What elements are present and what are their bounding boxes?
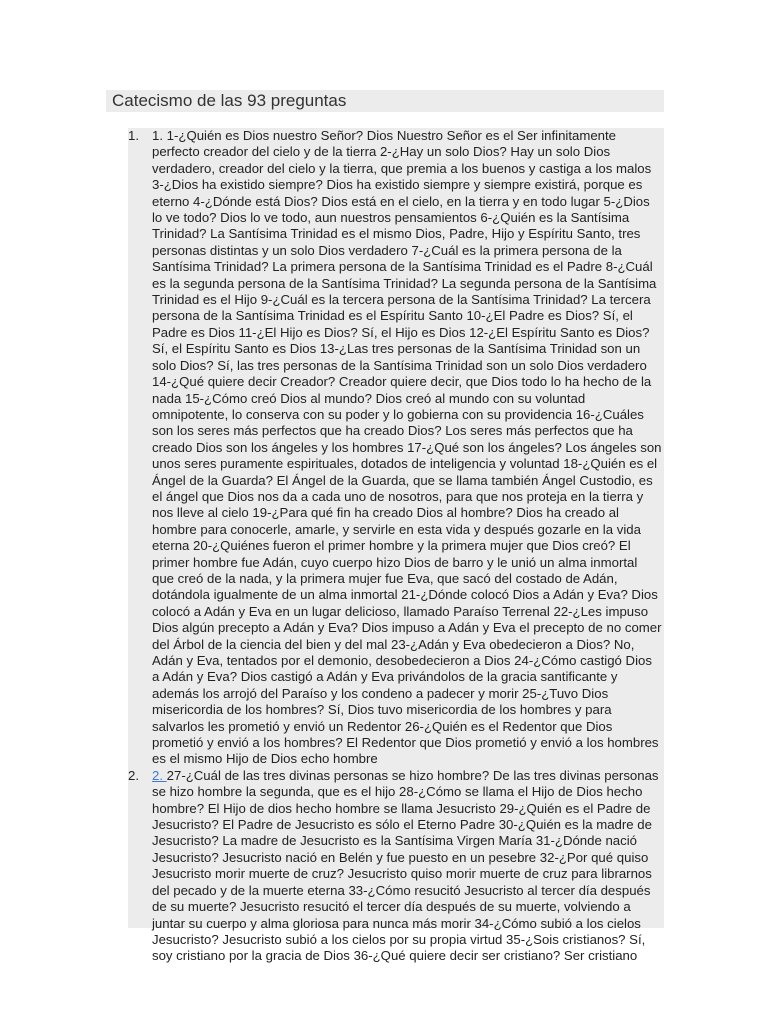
list-item-text: 1. 1-¿Quién es Dios nuestro Señor? Dios Nuestro Señor es el Ser infinitamente perfecto creador del cielo y de la tierra 2-¿Hay un solo Dios? Hay un solo Dios verdadero, creador del cielo y la tierra, que premia a los buenos y castiga a los malos 3-¿Dios ha existido siempre? Dios ha existido siempre y siempre existirá, porque es eterno 4-¿Dónde está Dios? Dios está en el cielo, en la tierra y en todo lugar 5-¿Dios lo ve todo? Dios lo ve todo, aun nuestros pensamientos 6-¿Quién es la Santísima Trinidad? La Santísima Trinidad es el mismo Dios, Padre, Hijo y Espíritu Santo, tres personas distintas y un solo Dios verdadero 7-¿Cuál es la primera persona de la Santísima Trinidad? La primera persona de la Santísima Trinidad es el Padre 8-¿Cuál es la segunda persona de la Santísima Trinidad? La segunda persona de la Santísima Trinidad es el Hijo 9-¿Cuál es la tercera persona de la Santísima Trinidad? La tercera persona de la Santísima Trinidad es el Espíritu Santo 10-¿El Padre es Dios? Sí, el Padre es Dios 11-¿El Hijo es Dios? Sí, el Hijo es Dios 12-¿El Espíritu Santo es Dios? Sí, el Espíritu Santo es Dios 13-¿Las tres personas de la Santísima Trinidad son un solo Dios? Sí, las tres personas de la Santísima Trinidad son un solo Dios verdadero 14-¿Qué quiere decir Creador? Creador quiere decir, que Dios todo lo ha hecho de la nada 15-¿Cómo creó Dios al mundo? Dios creó al mundo con su voluntad omnipotente, lo conserva con su poder y lo gobierna con su providencia 16-¿Cuáles son los seres más perfectos que ha creado Dios? Los seres más perfectos que ha creado Dios son los ángeles y los hombres 17-¿Qué son los ángeles? Los ángeles son unos seres puramente espirituales, dotados de inteligencia y voluntad 18-¿Quién es el Ángel de la Guarda? El Ángel de la Guarda, que se llama también Ángel Custodio, es el ángel que Dios nos da a cada uno de nosotros, para que nos proteja en la tierra y nos lleve al cielo 19-¿Para qué fin ha creado Dios al hombre? Dios ha creado al hombre para conocerle, amarle, y servirle en esta vida y después gozarle en la vida eterna 20-¿Quiénes fueron el primer hombre y la primera mujer que Dios creó? El primer hombre fue Adán, cuyo cuerpo hizo Dios de barro y le unió un alma inmortal que creó de la nada, y la primera mujer fue Eva, que sacó del costado de Adán, dotándola igualmente de un alma inmortal 21-¿Dónde colocó Dios a Adán y Eva? Dios colocó a Adán y Eva en un lugar delicioso, llamado Paraíso Terrenal 22-¿Les impuso Dios algún precepto a Adán y Eva? Dios impuso a Adán y Eva el precepto de no comer del Árbol de la ciencia del bien y del mal 23-¿Adán y Eva obedecieron a Dios? No, Adán y Eva, tentados por el demonio, desobedecieron a Dios 24-¿Cómo castigó Dios a Adán y Eva? Dios castigó a Adán y Eva privándolos de la gracia santificante y además los arrojó del Paraíso y los condeno a padecer y morir 25-¿Tuvo Dios misericordia de los hombres? Sí, Dios tuvo misericordia de los hombres y para salvarlos les prometió y envió un Redentor 26-¿Quién es el Redentor que Dios prometió y envió a los hombres? El Redentor que Dios prometió y envió a los hombres es el mismo Hijo de Dios echo hombre <box>152 128 662 767</box>
list-item-text: 27-¿Cuál de las tres divinas personas se hizo hombre? De las tres divinas personas se hizo hombre la segunda, que es el hijo 28-¿Cómo se llama el Hijo de Dios hecho hombre? El Hijo de dios hecho hombre se llama Jesucristo 29-¿Quién es el Padre de Jesucristo? El Padre de Jesucristo es sólo el Eterno Padre 30-¿Quién es la madre de Jesucristo? La madre de Jesucristo es la Santísima Virgen María 31-¿Dónde nació Jesucristo? Jesucristo nació en Belén y fue puesto en un pesebre 32-¿Por qué quiso Jesucristo morir muerte de cruz? Jesucristo quiso morir muerte de cruz para librarnos del pecado y de la muerte eterna 33-¿Cómo resucitó Jesucristo al tercer día después de su muerte? Jesucristo resucitó el tercer día después de su muerte, volviendo a juntar su cuerpo y alma gloriosa para nunca más morir 34-¿Cómo subió a los cielos Jesucristo? Jesucristo subió a los cielos por su propia virtud 35-¿Sois cristianos? Sí, soy cristiano por la gracia de Dios 36-¿Qué quiere decir ser cristiano? Ser cristiano <box>152 767 659 964</box>
content-area <box>104 128 666 964</box>
list-item <box>104 768 664 965</box>
list-item-number: 2. <box>128 767 139 783</box>
list-item-number: 1. <box>128 128 139 143</box>
page-link[interactable]: 2. <box>152 767 167 783</box>
list-item <box>104 128 664 768</box>
title-bar <box>106 90 664 112</box>
list-item-text-wrapper <box>152 768 664 965</box>
question-list <box>104 128 664 965</box>
page-title: Catecismo de las 93 preguntas <box>112 91 347 110</box>
